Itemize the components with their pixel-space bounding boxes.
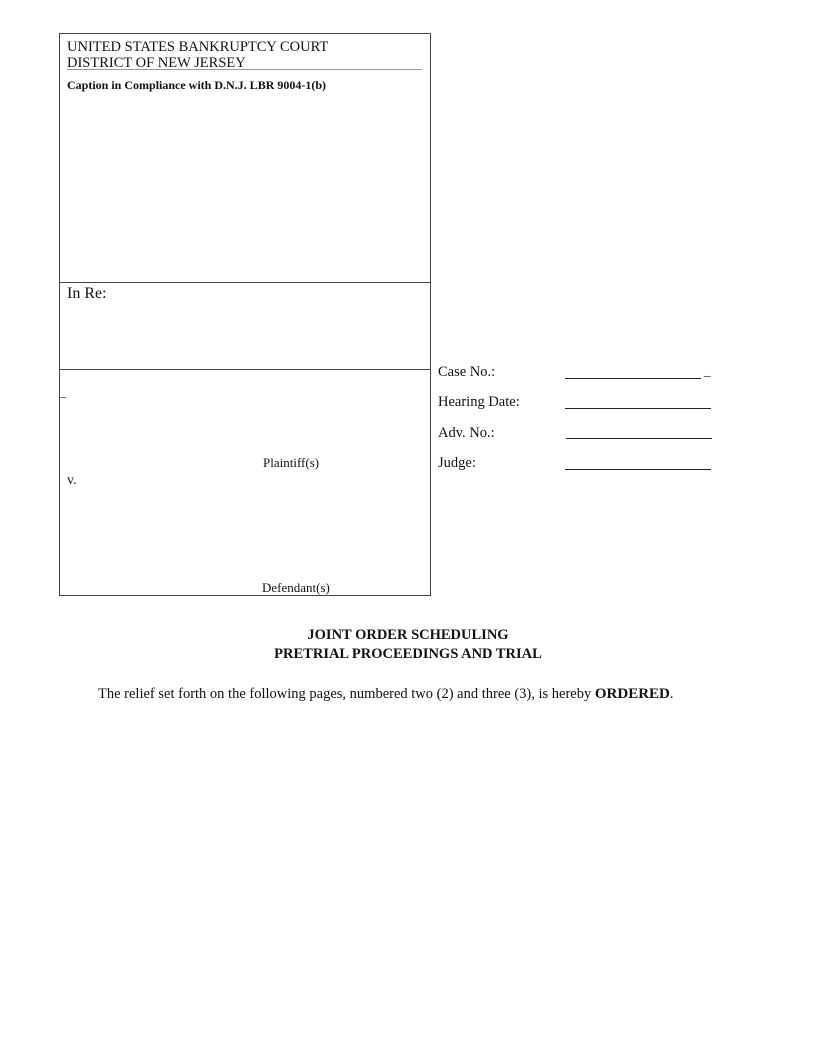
court-name-line1: UNITED STATES BANKRUPTCY COURT: [67, 39, 329, 55]
plaintiff-label: Plaintiff(s): [263, 455, 320, 470]
case-no-label: Case No.:: [438, 364, 496, 380]
tick-mark: _: [60, 385, 66, 399]
relief-ordered: ORDERED: [594, 686, 670, 702]
adv-no-label: Adv. No.:: [438, 425, 495, 441]
case-no-field[interactable]: [565, 378, 701, 379]
relief-statement: [98, 686, 674, 703]
hearing-date-label: Hearing Date:: [438, 394, 520, 410]
adv-no-field[interactable]: [566, 438, 712, 439]
order-title: [0, 626, 816, 664]
defendant-label: Defendant(s): [262, 580, 330, 595]
court-name-rule: [67, 69, 422, 70]
case-no-tail: _: [704, 363, 711, 378]
caption-box: [59, 33, 431, 596]
court-name-line2: DISTRICT OF NEW JERSEY: [67, 55, 246, 71]
versus-label: v.: [67, 473, 77, 488]
relief-end: .: [669, 686, 674, 702]
in-re-label: In Re:: [67, 285, 107, 302]
relief-text: The relief set forth on the following pages, numbered two (2) and three (3), is hereby: [98, 686, 595, 702]
order-title-line1: JOINT ORDER SCHEDULING: [307, 627, 509, 643]
hearing-date-field[interactable]: [565, 408, 711, 409]
caption-compliance-note: Caption in Compliance with D.N.J. LBR 9004-1(b): [67, 78, 327, 92]
caption-divider-parties: [60, 369, 430, 370]
judge-label: Judge:: [438, 455, 476, 471]
judge-field[interactable]: [565, 469, 711, 470]
order-title-line2: PRETRIAL PROCEEDINGS AND TRIAL: [274, 646, 542, 662]
caption-divider-in-re: [60, 282, 430, 283]
court-name: [67, 39, 328, 71]
